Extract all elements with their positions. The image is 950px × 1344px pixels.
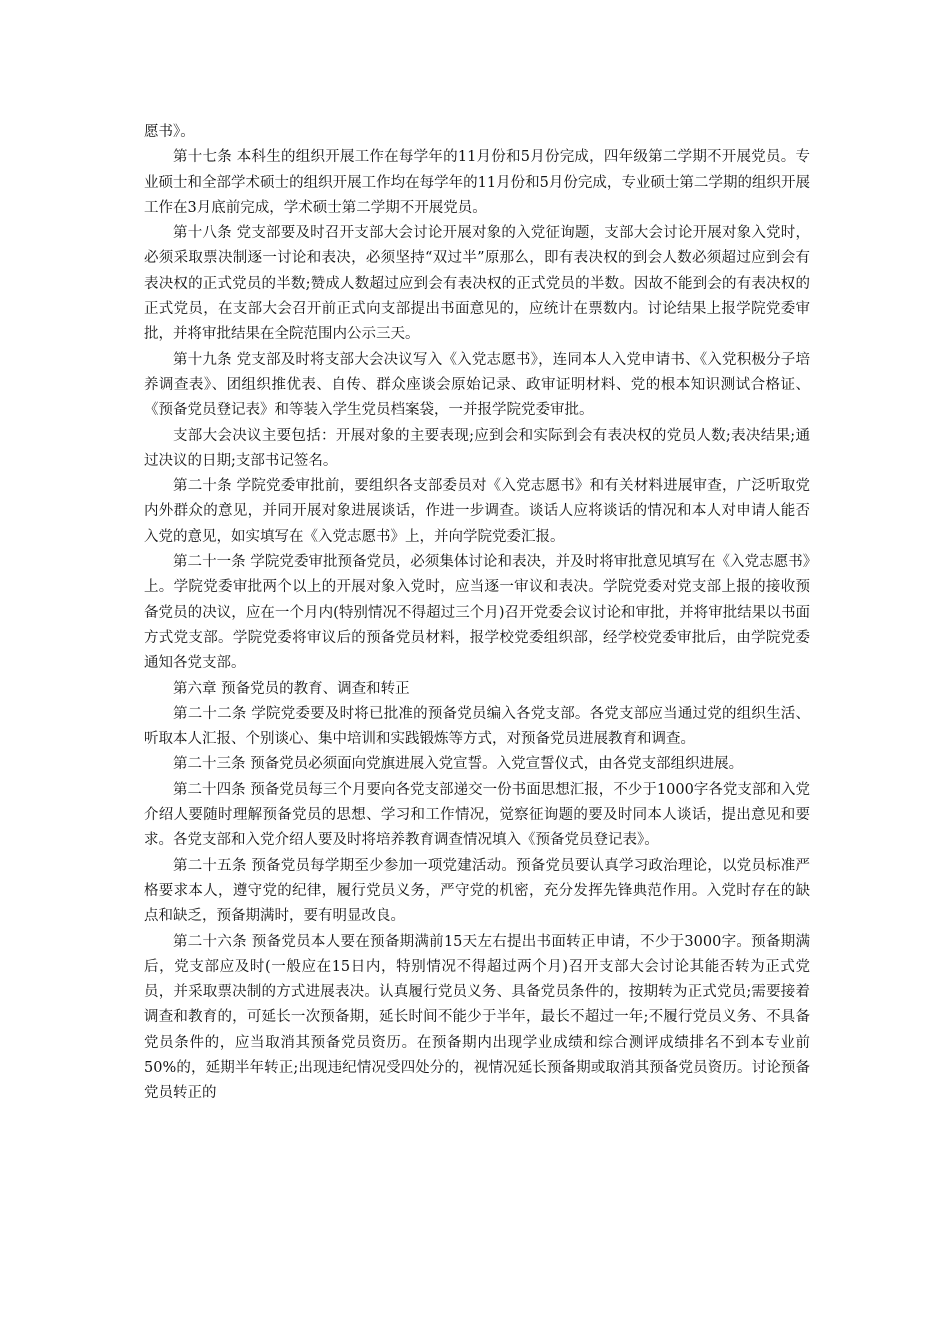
- paragraph-continuation: 愿书》。: [144, 124, 195, 140]
- chapter-6-heading: 第六章 预备党员的教育、调查和转正: [173, 680, 410, 697]
- article-24: 第二十四条 预备党员每三个月要向各党支部递交一份书面思想汇报，不少于1000字各党支部和入党介绍人要随时理解预备党员的思想、学习和工作情况，觉察征询题的要及时同本人谈话，提出意见和要求。各党支部和入党介绍人要及时将培养教育调查情况填入《预备党员登记表》。: [144, 781, 810, 849]
- article-21: 第二十一条 学院党委审批预备党员，必须集体讨论和表决，并及时将审批意见填写在《入党志愿书》上。学院党委审批两个以上的开展对象入党时，应当逐一审议和表决。学院党委对党支部上报的接收预备党员的决议，应在一个月内(特别情况不得超过三个月)召开党委会议讨论和审批，并将审批结果以书面方式党支部。学院党委将审议后的预备党员材料，报学校党委组织部，经学校党委审批后，由学院党委通知各党支部。: [144, 554, 810, 672]
- article-17: 第十七条 本科生的组织开展工作在每学年的11月份和5月份完成，四年级第二学期不开展党员。专业硕士和全部学术硕士的组织开展工作均在每学年的11月份和5月份完成，专业硕士第二学期的组织开展工作在3月底前完成，学术硕士第二学期不开展党员。: [144, 149, 810, 216]
- resolution-contents: 支部大会决议主要包括：开展对象的主要表现;应到会和实际到会有表决权的党员人数;表决结果;通过决议的日期;支部书记签名。: [144, 427, 810, 469]
- article-20: 第二十条 学院党委审批前，要组织各支部委员对《入党志愿书》和有关材料进展审查，广泛听取党内外群众的意见，并同开展对象进展谈话，作进一步调查。谈话人应将谈话的情况和本人对申请人能否入党的意见，如实填写在《入党志愿书》上，并向学院党委汇报。: [144, 478, 810, 545]
- article-26: 第二十六条 预备党员本人要在预备期满前15天左右提出书面转正申请，不少于3000字。预备期满后，党支部应及时(一般应在15日内，特别情况不得超过两个月)召开支部大会讨论其能否转为正式党员，并采取票决制的方式进展表决。认真履行党员义务、具备党员条件的，按期转为正式党员;需要接着调查和教育的，可延长一次预备期，延长时间不能少于半年，最长不超过一年;不履行党员义务、不具备党员条件的，应当取消其预备党员资历。在预备期内出现学业成绩和综合测评成绩排名不到本专业前50%的，延期半年转正;出现违纪情况受四处分的，视情况延长预备期或取消其预备党员资历。讨论预备党员转正的: [144, 933, 810, 1102]
- article-25: 第二十五条 预备党员每学期至少参加一项党建活动。预备党员要认真学习政治理论，以党员标准严格要求本人，遵守党的纪律，履行党员义务，严守党的机密，充分发挥先锋典范作用。入党时存在的缺点和缺乏，预备期满时，要有明显改良。: [144, 857, 810, 925]
- article-19: 第十九条 党支部及时将支部大会决议写入《入党志愿书》，连同本人入党申请书、《入党积极分子培养调查表》、团组织推优表、自传、群众座谈会原始记录、政审证明材料、党的根本知识测试合格证、《预备党员登记表》和等装入学生党员档案袋，一并报学院党委审批。: [144, 351, 810, 419]
- article-18: 第十八条 党支部要及时召开支部大会讨论开展对象的入党征询题，支部大会讨论开展对象入党时，必须采取票决制逐一讨论和表决，必须坚持“双过半”原那么，即有表决权的到会人数必须超过应到会有表决权的正式党员的半数;赞成人数超过应到会有表决权的正式党员的半数。因故不能到会的有表决权的正式党员，在支部大会召开前正式向支部提出书面意见的，应统计在票数内。讨论结果上报学院党委审批，并将审批结果在全院范围内公示三天。: [144, 225, 810, 343]
- article-23: 第二十三条 预备党员必须面向党旗进展入党宣誓。入党宣誓仪式，由各党支部组织进展。: [173, 756, 744, 773]
- article-22: 第二十二条 学院党委要及时将已批准的预备党员编入各党支部。各党支部应当通过党的组织生活、听取本人汇报、个别谈心、集中培训和实践锻炼等方式，对预备党员进展教育和调查。: [144, 705, 810, 748]
- document-page: [144, 120, 810, 1107]
